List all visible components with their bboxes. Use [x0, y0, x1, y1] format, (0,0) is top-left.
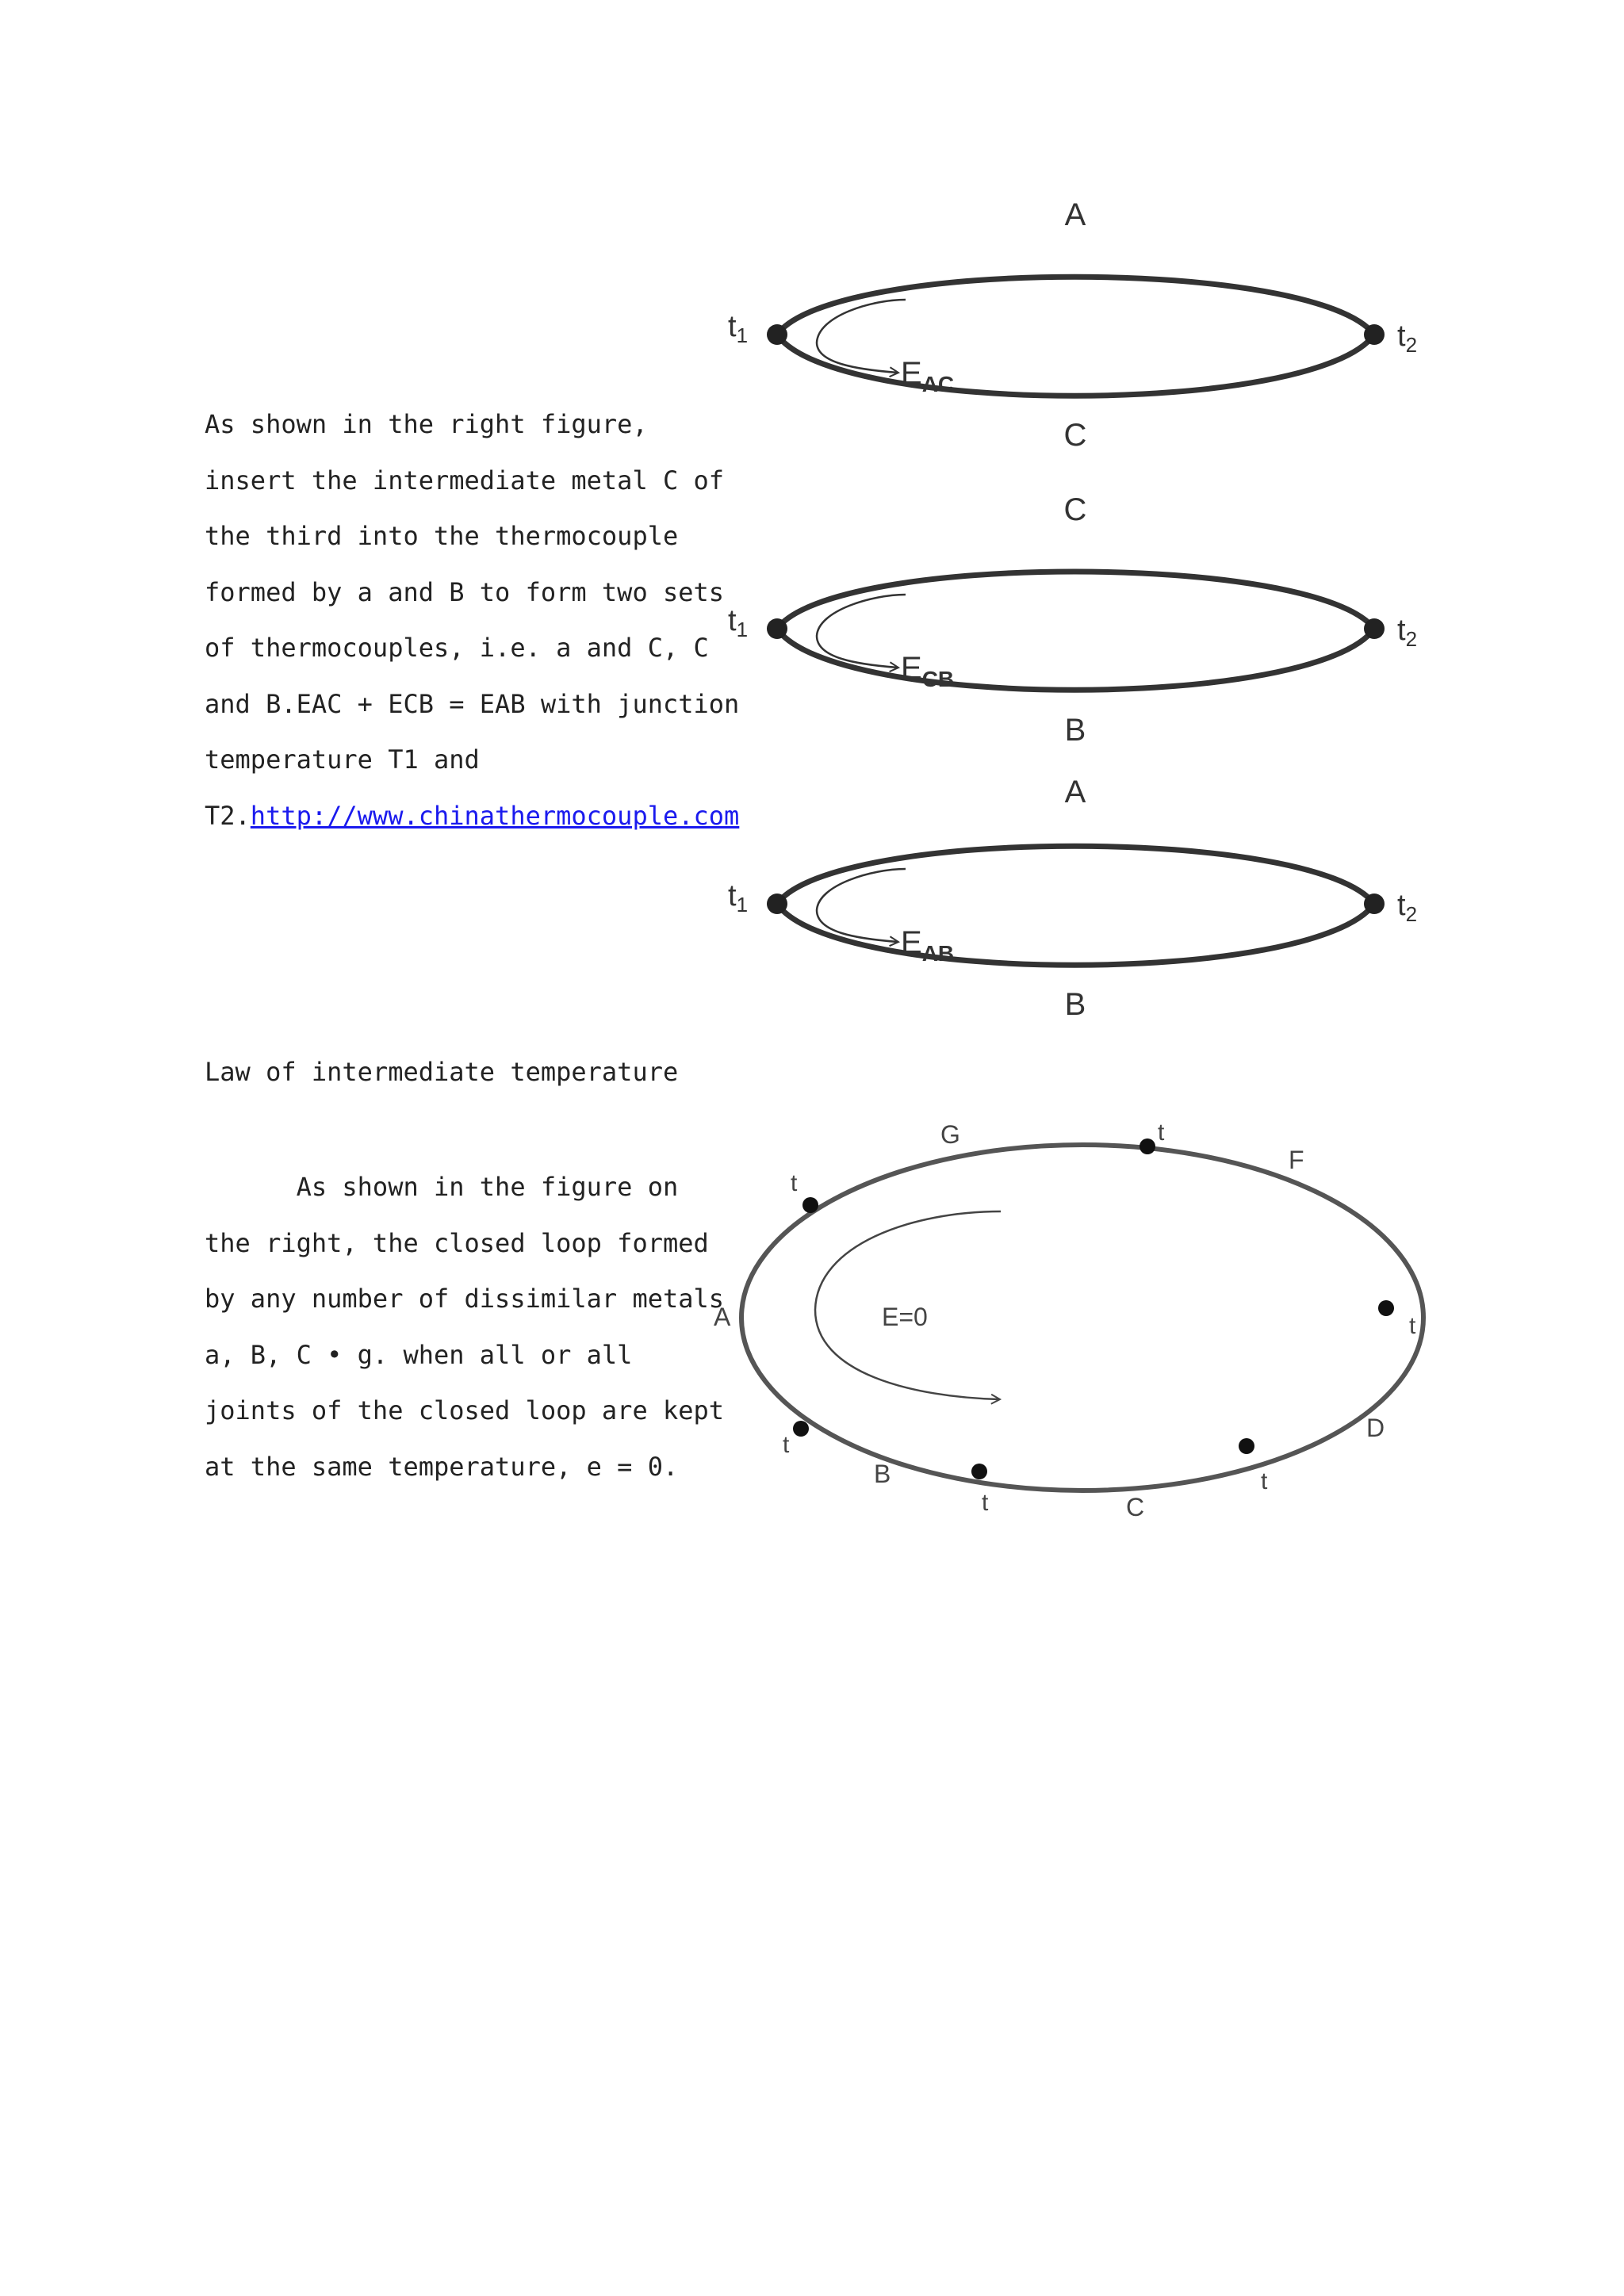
metal-label-a: A — [714, 1303, 731, 1331]
junction-dot — [1239, 1438, 1254, 1454]
thermocouple-loop-ab — [728, 775, 1417, 1022]
paragraph-line: and B.EAC + ECB = EAB with junction — [205, 688, 740, 719]
junction-dot — [1139, 1138, 1155, 1154]
metal-label-bottom: C — [1063, 418, 1087, 453]
junction-label: t — [783, 1432, 790, 1458]
junction-dot-right — [1364, 894, 1385, 914]
metal-label-d: D — [1366, 1414, 1385, 1442]
junction-label-left: $t_1$ — [728, 879, 749, 916]
wire-bottom — [777, 904, 1374, 965]
paragraph-line: a, B, C • g. when all or all — [205, 1339, 633, 1370]
website-link[interactable]: http://www.chinathermocouple.com — [250, 800, 740, 831]
closed-loop-wire — [741, 1145, 1423, 1490]
emf-label: $E_{AB}$ — [901, 925, 955, 966]
paragraph-line: of thermocouples, i.e. a and C, C — [205, 633, 709, 663]
junction-dot-left — [767, 324, 787, 345]
thermocouple-loop-cb — [728, 492, 1417, 748]
metal-label-c: C — [1126, 1493, 1145, 1521]
emf-zero-label: E=0 — [882, 1303, 928, 1331]
paragraph-line-with-link — [205, 788, 739, 844]
intermediate-temperature-paragraph — [205, 1159, 724, 1494]
junction-label: t — [1261, 1468, 1268, 1494]
junction-label-left: $t_1$ — [728, 604, 749, 641]
junction-dot-right — [1364, 618, 1385, 639]
paragraph-line: the third into the thermocouple — [205, 521, 679, 551]
junction-dot-left — [767, 618, 787, 639]
junction-dot — [802, 1197, 818, 1213]
junction-dot-right — [1364, 324, 1385, 345]
emf-arrow — [817, 300, 906, 373]
paragraph-line: joints of the closed loop are kept — [205, 1395, 725, 1425]
emf-arrow — [817, 869, 906, 942]
metal-label-f: F — [1289, 1146, 1304, 1174]
metal-label-top: A — [1064, 197, 1086, 232]
intermediate-metal-figure — [714, 190, 1443, 1031]
paragraph-line: the right, the closed loop formed — [205, 1227, 709, 1258]
wire-bottom — [777, 335, 1374, 396]
metal-label-bottom: B — [1064, 713, 1086, 748]
junction-label-right: $t_2$ — [1397, 614, 1418, 651]
metal-label-g: G — [940, 1120, 960, 1149]
section-title: Law of intermediate temperature — [205, 1057, 679, 1087]
paragraph-line: As shown in the right figure, — [205, 409, 648, 439]
paragraph-line: insert the intermediate metal C of — [205, 465, 725, 496]
junction-label-left: $t_1$ — [728, 310, 749, 347]
emf-arrow — [817, 595, 906, 668]
wire-bottom — [777, 629, 1374, 690]
junction-label-right: $t_2$ — [1397, 889, 1418, 926]
paragraph-line: formed by a and B to form two sets — [205, 576, 725, 607]
metal-label-bottom: B — [1064, 987, 1086, 1022]
junction-label: t — [982, 1490, 989, 1516]
intermediate-metal-paragraph — [205, 396, 739, 844]
metal-label-b: B — [874, 1460, 891, 1488]
paragraph-line: by any number of dissimilar metals — [205, 1284, 725, 1314]
junction-dot — [1378, 1300, 1394, 1316]
emf-label: $E_{AC}$ — [901, 356, 955, 396]
metal-label-top: A — [1064, 775, 1086, 809]
junction-dot — [971, 1464, 987, 1479]
junction-dot — [793, 1421, 809, 1437]
junction-label: t — [1158, 1119, 1165, 1146]
junction-label: t — [1409, 1313, 1416, 1339]
emf-label: $E_{CB}$ — [901, 651, 955, 691]
paragraph-line: As shown in the figure on — [205, 1172, 679, 1202]
junction-dot-left — [767, 894, 787, 914]
paragraph-line: temperature T1 and — [205, 744, 480, 775]
paragraph-line-prefix: T2. — [205, 800, 251, 831]
junction-label: t — [791, 1170, 798, 1196]
junction-label-right: $t_2$ — [1397, 320, 1418, 357]
paragraph-line: at the same temperature, e = 0. — [205, 1451, 679, 1482]
thermocouple-loop-ac — [728, 197, 1417, 453]
closed-loop-figure — [698, 1102, 1416, 1530]
metal-label-top: C — [1063, 492, 1087, 527]
